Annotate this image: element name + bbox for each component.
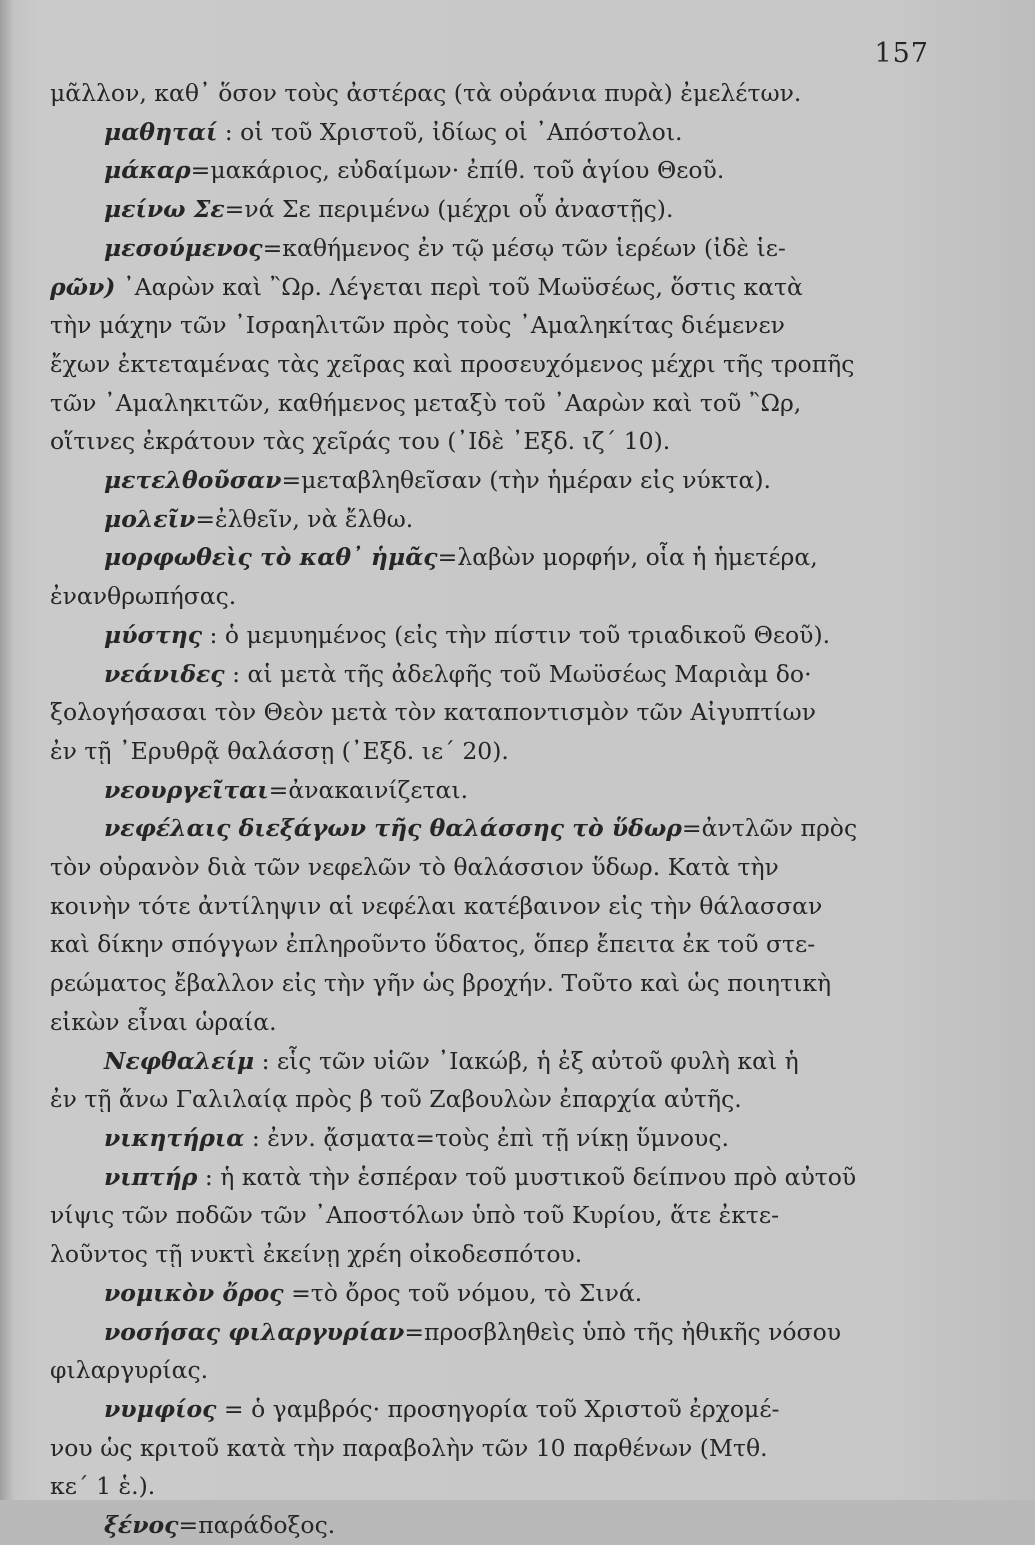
definition-text: εἰκὼν εἶναι ὡραία. (50, 1007, 277, 1036)
headword: μάκαρ (104, 156, 191, 185)
text-line (50, 1274, 910, 1313)
page-number: 157 (874, 38, 929, 69)
definition-text: : ἡ κατὰ τὴν ἑσπέραν τοῦ μυστικοῦ δείπνου πρὸ αὐτοῦ (197, 1162, 857, 1191)
text-line (50, 1003, 910, 1042)
definition-text: καὶ δίκην σπόγγων ἐπληροῦντο ὕδατος, ὅπερ ἔπειτα ἐκ τοῦ στε- (50, 930, 816, 959)
headword: μεσούμενος (104, 233, 263, 262)
headword: νεάνιδες (104, 659, 225, 688)
text-line (50, 1506, 910, 1545)
definition-text: = ὁ γαμβρός· προσηγορία τοῦ Χριστοῦ ἐρχομέ- (216, 1394, 780, 1423)
text-line (50, 925, 910, 964)
definition-text: φιλαργυρίας. (50, 1356, 209, 1385)
definition-text: λοῦντος τῇ νυκτὶ ἐκείνῃ χρέη οἰκοδεσπότου. (50, 1240, 583, 1269)
definition-text: =μακάριος, εὐδαίμων· ἐπίθ. τοῦ ἁγίου Θεοῦ. (190, 156, 725, 185)
text-line (50, 538, 910, 577)
text-line (50, 461, 910, 500)
text-line (50, 693, 910, 732)
glossary-text (50, 74, 910, 1545)
text-line (50, 616, 910, 655)
text-line (50, 151, 910, 190)
text-line (50, 384, 910, 423)
text-line (50, 500, 910, 539)
text-line (50, 306, 910, 345)
text-line (50, 732, 910, 771)
headword: μετελθοῦσαν (104, 466, 282, 495)
headword: νικητήρια (104, 1123, 245, 1152)
definition-text: κε´ 1 ἑ.). (50, 1472, 156, 1501)
text-line (50, 964, 910, 1003)
text-line (50, 1313, 910, 1352)
definition-text: κοινὴν τότε ἀντίληψιν αἱ νεφέλαι κατέβαινον εἰς τὴν θάλασσαν (50, 891, 823, 920)
definition-text: =νά Σε περιμένω (μέχρι οὗ ἀναστῇς). (224, 195, 674, 224)
text-line (50, 1042, 910, 1081)
text-line (50, 771, 910, 810)
headword: νοσήσας φιλαργυρίαν (104, 1317, 405, 1346)
headword: μείνω Σε (104, 195, 225, 224)
headword: νιπτήρ (104, 1162, 198, 1191)
text-line (50, 1196, 910, 1235)
definition-text: =ἐλθεῖν, νὰ ἔλθω. (195, 504, 414, 533)
text-line (50, 1390, 910, 1429)
text-line (50, 1158, 910, 1197)
text-line (50, 268, 910, 307)
headword: νεουργεῖται (104, 775, 269, 804)
text-line (50, 422, 910, 461)
definition-text: οἵτινες ἐκράτουν τὰς χεῖράς του (᾽Ιδὲ ᾽Εξδ. ιζ´ 10). (50, 427, 671, 456)
definition-text: =προσβληθεὶς ὑπὸ τῆς ἠθικῆς νόσου (404, 1317, 842, 1346)
definition-text: νίψις τῶν ποδῶν τῶν ᾽Αποστόλων ὑπὸ τοῦ Κυρίου, ἅτε ἐκτε- (50, 1201, 780, 1230)
definition-text: ἐνανθρωπήσας. (50, 582, 237, 611)
definition-text: : ὁ μεμυημένος (εἰς τὴν πίστιν τοῦ τριαδικοῦ Θεοῦ). (202, 620, 831, 649)
definition-text: ἐν τῇ ἄνω Γαλιλαίᾳ πρὸς β τοῦ Ζαβουλὼν ἐπαρχία αὐτῆς. (50, 1085, 742, 1114)
definition-text: : οἱ τοῦ Χριστοῦ, ἰδίως οἱ ᾽Απόστολοι. (217, 117, 683, 146)
definition-text: =τὸ ὄρος τοῦ νόμου, τὸ Σινά. (283, 1278, 643, 1307)
text-line (50, 1429, 910, 1468)
definition-text: μᾶλλον, καθ᾽ ὅσον τοὺς ἀστέρας (τὰ οὐράνια πυρὰ) ἐμελέτων. (50, 79, 802, 107)
headword: μύστης (104, 620, 203, 649)
definition-text: ἔχων ἐκτεταμένας τὰς χεῖρας καὶ προσευχόμενος μέχρι τῆς τροπῆς (50, 349, 855, 378)
definition-text: =ἀντλῶν πρὸς (681, 814, 858, 843)
definition-text: νου ὡς κριτοῦ κατὰ τὴν παραβολὴν τῶν 10 παρθένων (Μτθ. (50, 1433, 768, 1462)
headword: νυμφίος (104, 1394, 217, 1423)
text-line (50, 345, 910, 384)
headword: ξένος (104, 1511, 179, 1540)
definition-text: ξολογήσασαι τὸν Θεὸν μετὰ τὸν καταποντισμὸν τῶν Αἰγυπτίων (50, 698, 816, 727)
headword: ρῶν) (50, 272, 116, 301)
text-line (50, 1119, 910, 1158)
text-line (50, 190, 910, 229)
definition-text: =μεταβληθεῖσαν (τὴν ἡμέραν εἰς νύκτα). (281, 466, 771, 495)
definition-text: : ἐνν. ᾄσματα=τοὺς ἐπὶ τῇ νίκῃ ὕμνους. (244, 1123, 729, 1152)
text-line (50, 113, 910, 152)
definition-text: =λαβὼν μορφήν, οἷα ἡ ἡμετέρα, (437, 543, 818, 572)
headword: μαθηταί (104, 117, 218, 146)
text-line (50, 655, 910, 694)
definition-text: τῶν ᾽Αμαληκιτῶν, καθήμενος μεταξὺ τοῦ ᾽Ααρὼν καὶ τοῦ ῍Ωρ, (50, 388, 802, 417)
text-line (50, 1467, 910, 1506)
headword: μορφωθεὶς τὸ καθ᾽ ἡμᾶς (104, 543, 438, 572)
text-line (50, 229, 910, 268)
definition-text: : αἱ μετὰ τῆς ἀδελφῆς τοῦ Μωϋσέως Μαριὰμ δο· (224, 659, 812, 688)
headword: νομικὸν ὄρος (104, 1278, 284, 1307)
definition-text: ᾽Ααρὼν καὶ ῍Ωρ. Λέγεται περὶ τοῦ Μωϋσέως, ὅστις κατὰ (115, 272, 803, 301)
headword: Νεφθαλείμ (104, 1046, 255, 1075)
headword: νεφέλαις διεξάγων τῆς θαλάσσης τὸ ὕδωρ (104, 814, 682, 843)
definition-text: =παράδοξος. (178, 1511, 336, 1540)
text-line (50, 848, 910, 887)
text-line (50, 1235, 910, 1274)
definition-text: τὸν οὐρανὸν διὰ τῶν νεφελῶν τὸ θαλάσσιον ὕδωρ. Κατὰ τὴν (50, 853, 779, 882)
text-line (50, 74, 910, 113)
definition-text: =καθήμενος ἐν τῷ μέσῳ τῶν ἱερέων (ἰδὲ ἱε- (262, 233, 786, 262)
headword: μολεῖν (104, 504, 196, 533)
definition-text: ἐν τῇ ᾽Ερυθρᾷ θαλάσσῃ (᾽Εξδ. ιε´ 20). (50, 736, 509, 765)
definition-text: ρεώματος ἔβαλλον εἰς τὴν γῆν ὡς βροχήν. Τοῦτο καὶ ὡς ποιητικὴ (50, 969, 832, 998)
text-line (50, 577, 910, 616)
definition-text: : εἷς τῶν υἱῶν ᾽Ιακώβ, ἡ ἐξ αὐτοῦ φυλὴ καὶ ἡ (254, 1046, 799, 1075)
definition-text: τὴν μάχην τῶν ᾽Ισραηλιτῶν πρὸς τοὺς ᾽Αμαληκίτας διέμενεν (50, 311, 785, 340)
text-line (50, 1080, 910, 1119)
text-line (50, 887, 910, 926)
text-line (50, 1351, 910, 1390)
text-line (50, 809, 910, 848)
definition-text: =ἀνακαινίζεται. (268, 775, 469, 804)
